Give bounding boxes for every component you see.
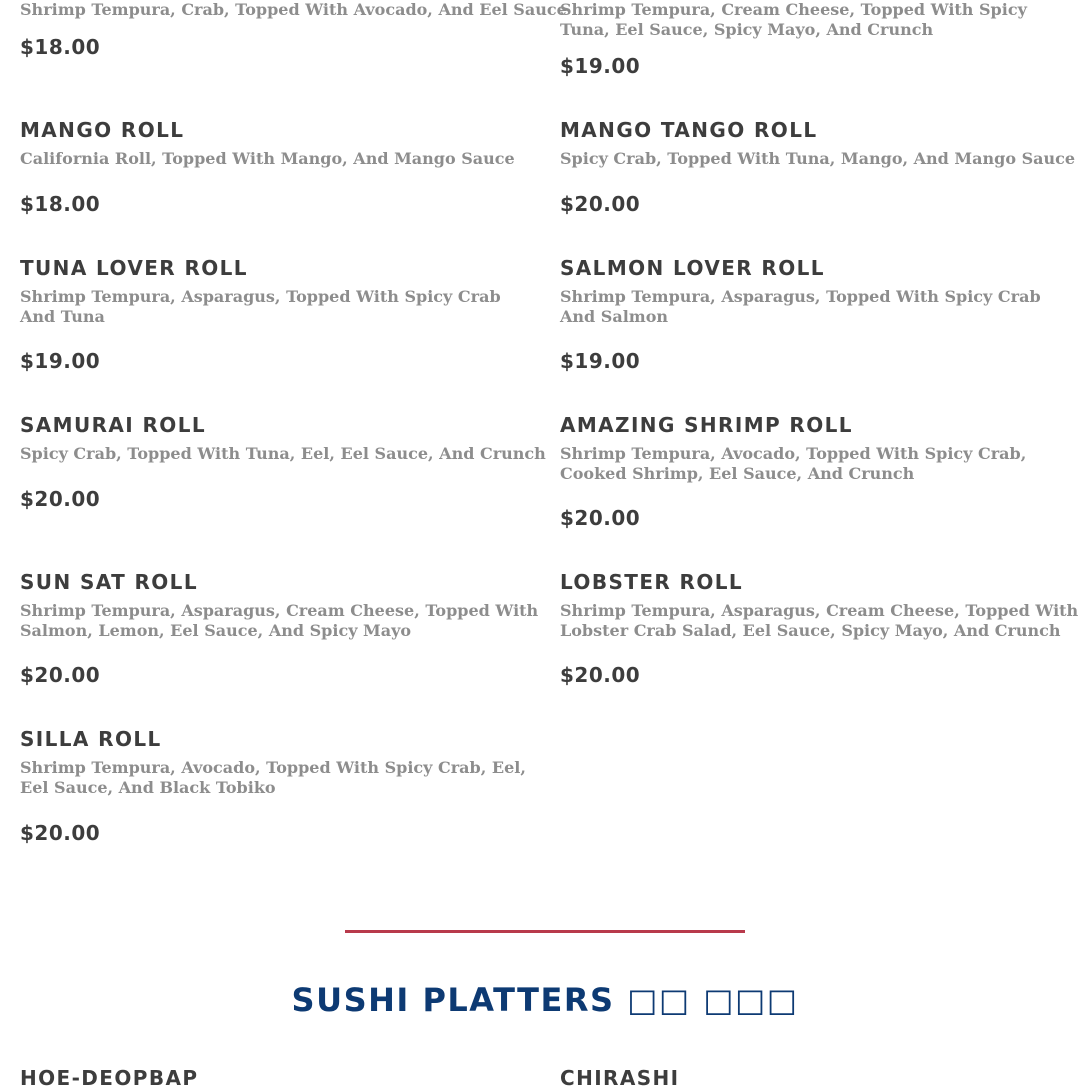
item-description: Shrimp Tempura, Crab, Topped With Avocado, And Eel Sauce xyxy=(20,0,567,19)
item-name: SAMURAI ROLL xyxy=(20,413,206,437)
item-name: LOBSTER ROLL xyxy=(560,570,744,594)
item-price: $20.00 xyxy=(560,663,641,687)
item-price: $20.00 xyxy=(560,506,641,530)
item-price: $20.00 xyxy=(20,663,101,687)
item-description: Shrimp Tempura, Asparagus, Topped With Spicy Crab And Tuna xyxy=(20,287,501,326)
item-price: $19.00 xyxy=(560,349,641,373)
item-description: California Roll, Topped With Mango, And Mango Sauce xyxy=(20,149,515,168)
item-description: Spicy Crab, Topped With Tuna, Eel, Eel Sauce, And Crunch xyxy=(20,444,546,463)
item-name: TUNA LOVER ROLL xyxy=(20,256,248,280)
item-price: $19.00 xyxy=(560,54,641,78)
item-description: Shrimp Tempura, Asparagus, Topped With Spicy Crab And Salmon xyxy=(560,287,1041,326)
item-description: Shrimp Tempura, Asparagus, Cream Cheese, Topped With Salmon, Lemon, Eel Sauce, And Spicy Mayo xyxy=(20,601,539,640)
item-name: SUN SAT ROLL xyxy=(20,570,198,594)
item-price: $19.00 xyxy=(20,349,101,373)
item-description: Shrimp Tempura, Asparagus, Cream Cheese, Topped With Lobster Crab Salad, Eel Sauce, Spicy Mayo, And Crunch xyxy=(560,601,1079,640)
item-description: Shrimp Tempura, Avocado, Topped With Spicy Crab, Cooked Shrimp, Eel Sauce, And Crunch xyxy=(560,444,1027,483)
section-title: SUSHI PLATTERS □□ □□□ xyxy=(291,981,799,1019)
item-name: SILLA ROLL xyxy=(20,727,162,751)
item-name: CHIRASHI xyxy=(560,1066,680,1090)
item-name: AMAZING SHRIMP ROLL xyxy=(560,413,853,437)
item-price: $20.00 xyxy=(560,192,641,216)
section-divider xyxy=(345,930,745,933)
item-name: HOE-DEOPBAP xyxy=(20,1066,199,1090)
item-description: Spicy Crab, Topped With Tuna, Mango, And Mango Sauce xyxy=(560,149,1076,168)
item-price: $20.00 xyxy=(20,821,101,845)
item-price: $18.00 xyxy=(20,192,101,216)
item-price: $20.00 xyxy=(20,487,101,511)
item-name: MANGO TANGO ROLL xyxy=(560,118,818,142)
item-price: $18.00 xyxy=(20,35,101,59)
item-description: Shrimp Tempura, Avocado, Topped With Spicy Crab, Eel, Eel Sauce, And Black Tobiko xyxy=(20,758,526,797)
item-name: SALMON LOVER ROLL xyxy=(560,256,825,280)
item-description: Shrimp Tempura, Cream Cheese, Topped With Spicy Tuna, Eel Sauce, Spicy Mayo, And Crunch xyxy=(560,0,1027,39)
item-name: MANGO ROLL xyxy=(20,118,185,142)
